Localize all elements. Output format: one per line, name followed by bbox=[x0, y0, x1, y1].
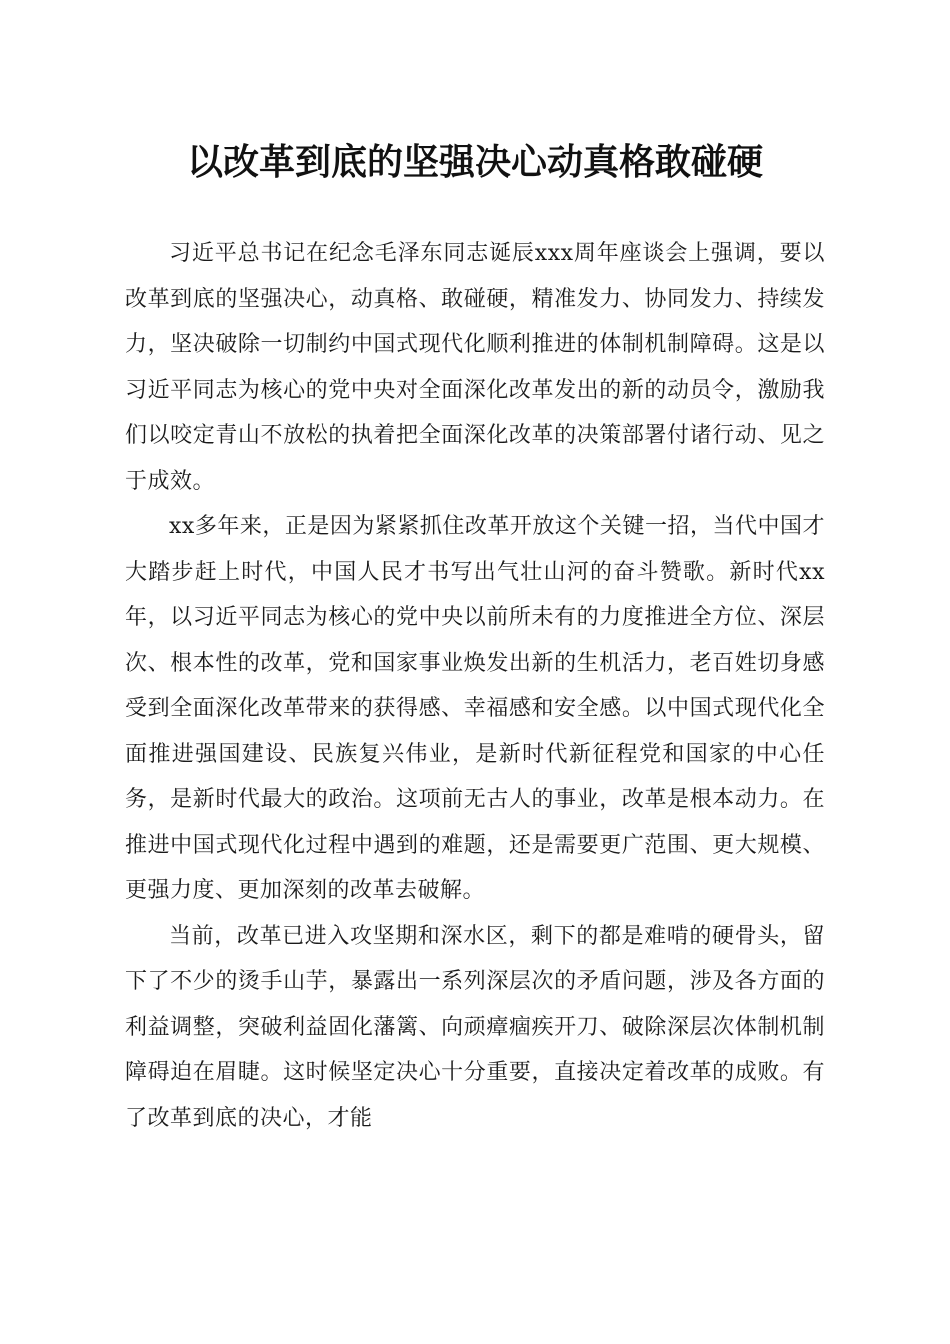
document-body bbox=[125, 231, 825, 1141]
document-title: 以改革到底的坚强决心动真格敢碰硬 bbox=[186, 141, 763, 183]
paragraph-1: 习近平总书记在纪念毛泽东同志诞辰xxx周年座谈会上强调，要以改革到底的坚强决心，动真格、敢碰硬，精准发力、协同发力、持续发力，坚决破除一切制约中国式现代化顺利推进的体制机制障碍。这是以习近平同志为核心的党中央对全面深化改革发出的新的动员令，激励我们以咬定青山不放松的执着把全面深化改革的决策部署付诸行动、见之于成效。 bbox=[125, 241, 825, 494]
paragraph-2: xx多年来，正是因为紧紧抓住改革开放这个关键一招，当代中国才大踏步赶上时代，中国人民才书写出气壮山河的奋斗赞歌。新时代xx年，以习近平同志为核心的党中央以前所未有的力度推进全方位、深层次、根本性的改革，党和国家事业焕发出新的生机活力，老百姓切身感受到全面深化改革带来的获得感、幸福感和安全感。以中国式现代化全面推进强国建设、民族复兴伟业，是新时代新征程党和国家的中心任务，是新时代最大的政治。这项前无古人的事业，改革是根本动力。在推进中国式现代化过程中遇到的难题，还是需要更广范围、更大规模、更强力度、更加深刻的改革去破解。 bbox=[125, 514, 825, 903]
paragraph-3: 当前，改革已进入攻坚期和深水区，剩下的都是难啃的硬骨头，留下了不少的烫手山芋，暴露出一系列深层次的矛盾问题，涉及各方面的利益调整，突破利益固化藩篱、向顽瘴痼疾开刀、破除深层次体制机制障碍迫在眉睫。这时候坚定决心十分重要，直接决定着改革的成败。有了改革到底的决心，才能 bbox=[125, 923, 825, 1131]
